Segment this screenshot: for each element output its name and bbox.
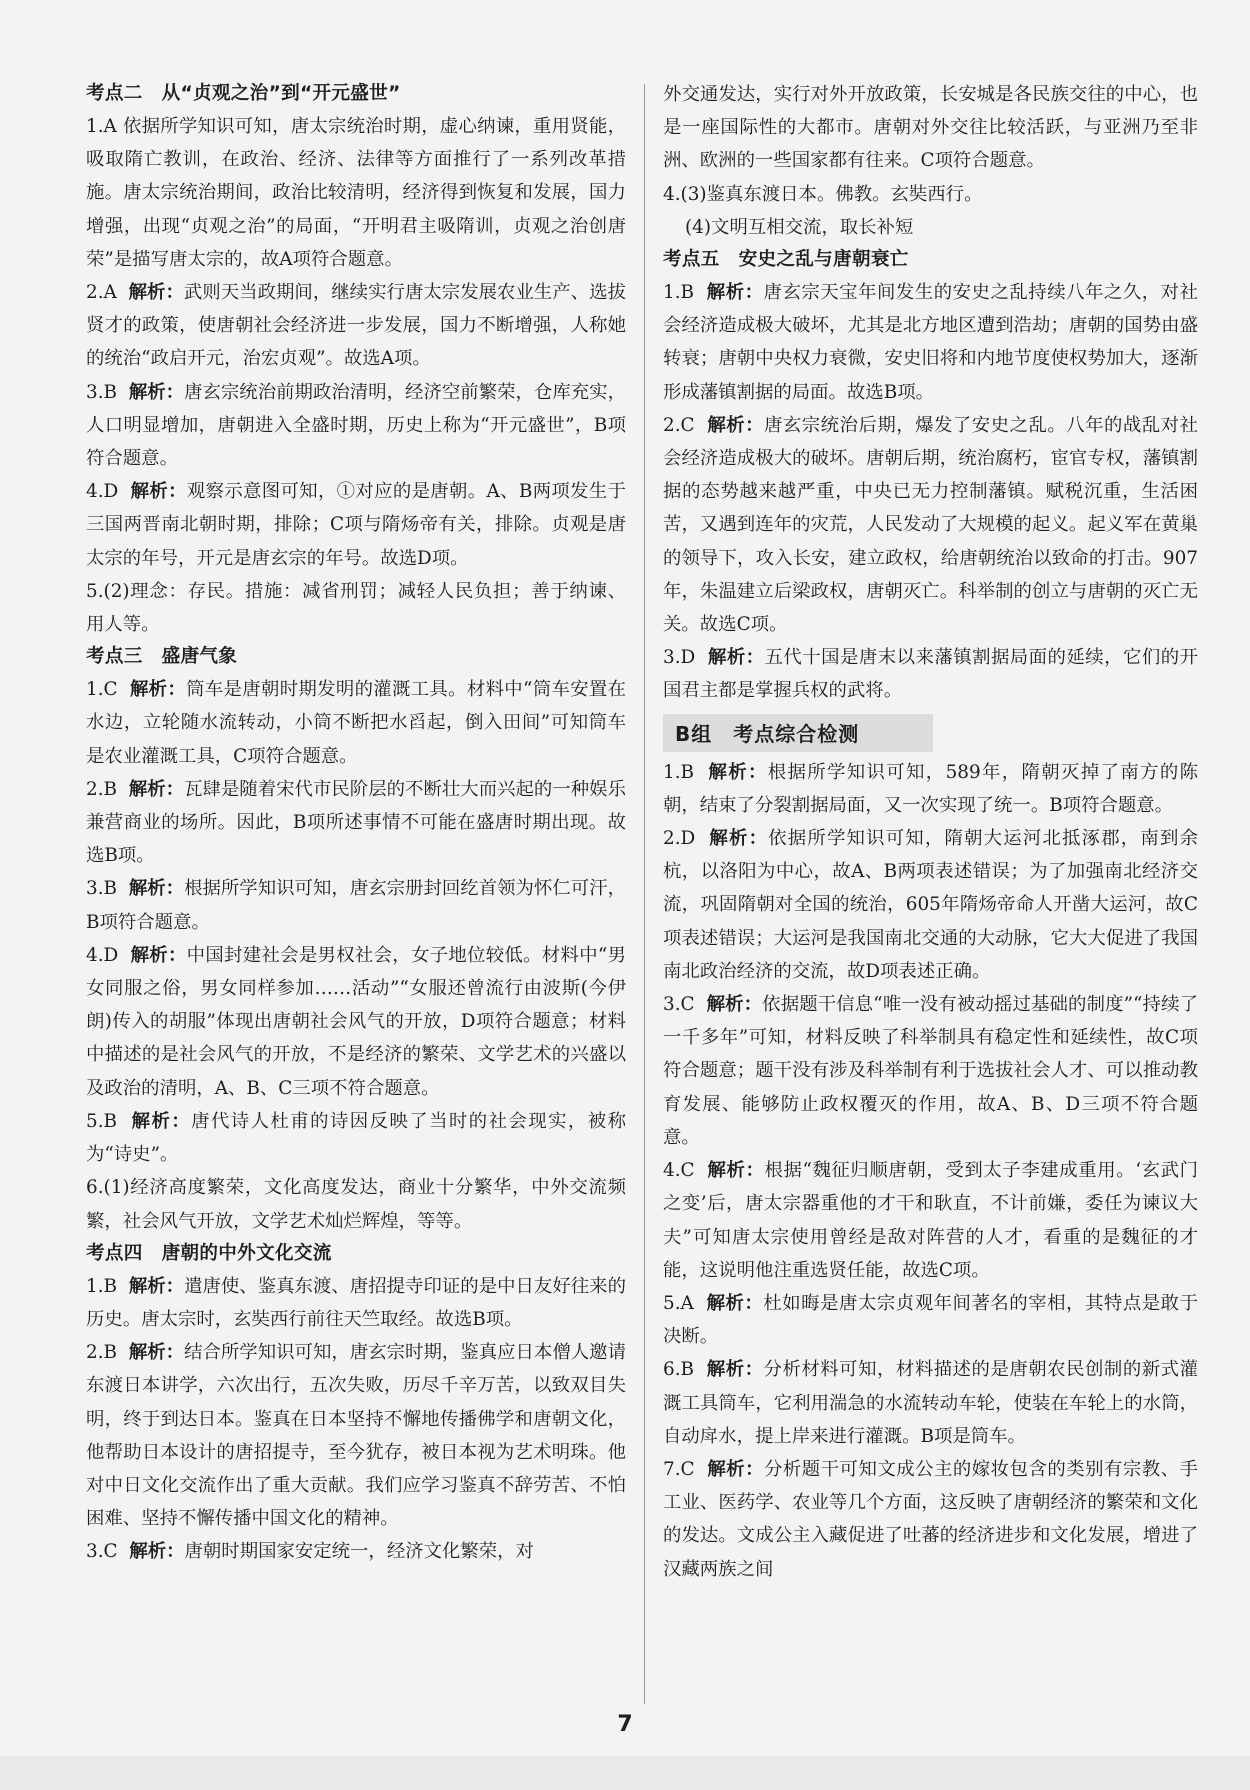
answer-label: 解析： <box>129 679 187 701</box>
answer-text: 根据“魏征归顺唐朝，受到太子李建成重用。‘玄武门之变’后，唐太宗器重他的才干和耿直，不计前嫌，委任为谏议大夫”可知唐太宗使用曾经是敌对阵营的人才，看重的是魏征的才能，这说明他注重选贤任能，故选C项。 <box>663 1160 1198 1281</box>
answer-text: 筒车是唐朝时期发明的灌溉工具。材料中“筒车安置在水边，立轮随水流转动，小筒不断把水舀起，倒入田间”可知筒车是农业灌溉工具，C项符合题意。 <box>86 679 626 767</box>
answer-text: 瓦肆是随着宋代市民阶层的不断壮大而兴起的一种娱乐兼营商业的场所。因此，B项所述事情不可能在盛唐时期出现。故选B项。 <box>86 778 626 867</box>
answer-label: 解析： <box>128 778 185 800</box>
answer-label: 解析： <box>129 1541 185 1563</box>
answer-label: 解析： <box>707 647 765 669</box>
answer-label: 解析： <box>707 1160 765 1182</box>
answer-item <box>86 1336 626 1535</box>
answer-item <box>663 988 1198 1154</box>
answer-item <box>86 1535 626 1568</box>
answer-label: 解析： <box>128 282 184 304</box>
answer-item <box>663 1287 1198 1353</box>
answer-text: 结合所学知识可知，唐玄宗时期，鉴真应日本僧人邀请东渡日本讲学，六次出行，五次失败，历尽千辛万苦，以致双目失明，终于到达日本。鉴真在日本坚持不懈地传播佛学和唐朝文化，他帮助日本设计的唐招提寺，至今犹存，被日本视为艺术明珠。他对中日文化交流作出了重大贡献。我们应学习鉴真不辞劳苦、不怕困难、坚持不懈传播中国文化的精神。 <box>86 1342 626 1530</box>
left-column <box>86 78 626 1569</box>
answer-item <box>663 822 1198 988</box>
answer-item <box>663 276 1198 409</box>
answer-item <box>86 1270 626 1336</box>
answer-item <box>663 211 1198 244</box>
answer-number: 3.B <box>86 878 118 900</box>
answer-label: 解析： <box>128 1342 185 1364</box>
answer-number: 2.B <box>86 1342 118 1364</box>
answer-text: 根据所学知识可知，589年，隋朝灭掉了南方的陈朝，结束了分裂割据局面，又一次实现了统一。B项符合题意。 <box>663 761 1198 816</box>
answer-text: 唐玄宗统治后期，爆发了安史之乱。八年的战乱对社会经济造成极大的破坏。唐朝后期，统治腐朽，宦官专权，藩镇割据的态势越来越严重，中央已无力控制藩镇。赋税沉重，生活困苦，又遇到连年的灾荒，人民发动了大规模的起义。起义军在黄巢的领导下，攻入长安，建立政权，给唐朝统治以致命的打击。907年，朱温建立后梁政权，唐朝灭亡。科举制的创立与唐朝的灭亡无关。故选C项。 <box>663 414 1198 636</box>
answer-number: 3.D <box>663 647 696 669</box>
section-title-kaodian-5: 考点五 安史之乱与唐朝衰亡 <box>663 249 909 271</box>
answer-label: 解析： <box>130 481 187 503</box>
answer-text: (2)理念：存民。措施：减省刑罚；减轻人民负担；善于纳谏、用人等。 <box>86 580 626 636</box>
answer-item <box>663 1154 1198 1287</box>
answer-item <box>663 409 1198 641</box>
answer-text: 分析材料可知，材料描述的是唐朝农民创制的新式灌溉工具筒车，它利用湍急的水流转动车轮，使装在车轮上的水筒，自动戽水，提上岸来进行灌溉。B项是筒车。 <box>663 1359 1198 1447</box>
answer-label: 解析： <box>709 828 769 850</box>
answer-text: 依据所学知识可知，唐太宗统治时期，虚心纳谏，重用贤能，吸取隋亡教训，在政治、经济、法律等方面推行了一系列改革措施。唐太宗统治期间，政治比较清明，经济得到恢复和发展，国力增强，出现“贞观之治”的局面，“开明君主吸隋训，贞观之治创唐荣”是描写唐太宗的，故A项符合题意。 <box>86 116 626 270</box>
answer-label: 解析： <box>706 1359 764 1381</box>
answer-number: 1.B <box>663 761 695 783</box>
answer-label: 解析： <box>708 761 768 783</box>
answer-number: 2.C <box>663 414 695 436</box>
group-b-heading: B组 考点综合检测 <box>663 714 933 752</box>
answer-label: 解析： <box>128 1275 185 1297</box>
answer-item <box>86 673 626 773</box>
answer-text: 五代十国是唐末以来藩镇割据局面的延续，它们的开国君主都是掌握兵权的武将。 <box>663 647 1198 702</box>
answer-number: 4.C <box>663 1160 695 1182</box>
answer-number: 4.D <box>86 481 119 503</box>
column-divider <box>644 84 645 1704</box>
answer-number: 4.D <box>86 944 119 966</box>
answer-item <box>86 872 626 938</box>
answer-text: 分析题干可知文成公主的嫁妆包含的类别有宗教、手工业、医药学、农业等几个方面，这反映了唐朝经济的繁荣和文化的发达。文成公主入藏促进了吐蕃的经济进步和文化发展，增进了汉藏两族之间 <box>663 1458 1198 1580</box>
answer-text: 唐朝时期国家安定统一，经济文化繁荣，对 <box>184 1541 534 1563</box>
section-title-kaodian-2: 考点二 从“贞观之治”到“开元盛世” <box>86 83 401 104</box>
answer-item <box>86 575 626 641</box>
answer-number: 5.A <box>663 1292 694 1314</box>
answer-item <box>86 475 626 575</box>
answer-text: 唐玄宗统治前期政治清明，经济空前繁荣，仓库充实，人口明显增加，唐朝进入全盛时期，历史上称为“开元盛世”，B项符合题意。 <box>86 381 626 470</box>
answer-number: 2.A <box>86 282 117 304</box>
answer-text: (4)文明互相交流，取长补短 <box>685 216 914 238</box>
answer-label: 解析： <box>706 1292 764 1314</box>
answer-number: 1.B <box>663 282 695 304</box>
answer-label: 解析： <box>707 414 764 436</box>
answer-text: 依据题干信息“唯一没有被动摇过基础的制度”“持续了一千多年”可知，材料反映了科举制具有稳定性和延续性，故C项符合题意；题干没有涉及科举制有利于选拔社会人才、可以推动教育发展、能够防止政权覆灭的作用，故A、B、D三项不符合题意。 <box>663 994 1198 1148</box>
answer-text: 唐代诗人杜甫的诗因反映了当时的社会现实，被称为“诗史”。 <box>86 1110 626 1166</box>
scan-bottom-band <box>0 1756 1250 1790</box>
page-number: 7 <box>617 1712 633 1737</box>
answer-number: 3.B <box>86 381 118 403</box>
answer-text: 唐玄宗天宝年间发生的安史之乱持续八年之久，对社会经济造成极大破坏，尤其是北方地区遭到浩劫；唐朝的国势由盛转衰；唐朝中央权力衰微，安史旧将和内地节度使权势加大，逐渐形成藩镇割据的局面。故选B项。 <box>663 282 1198 403</box>
answer-label: 解析： <box>706 994 763 1016</box>
section-title-kaodian-3: 考点三 盛唐气象 <box>86 646 238 668</box>
answer-item <box>86 110 626 276</box>
answer-number: 5.B <box>86 1110 118 1132</box>
answer-text: 武则天当政期间，继续实行唐太宗发展农业生产、选拔贤才的政策，使唐朝社会经济进一步发展，国力不断增强，人称她的统治“政启开元，治宏贞观”。故选A项。 <box>86 282 626 370</box>
answer-item <box>86 1105 626 1171</box>
answer-number: 3.C <box>86 1541 118 1563</box>
answer-item <box>663 756 1198 822</box>
answer-label: 解析： <box>706 282 764 304</box>
answer-label: 解析： <box>707 1458 764 1480</box>
answer-number: 4. <box>663 183 681 205</box>
answer-label: 解析： <box>130 944 187 966</box>
answer-item <box>86 939 626 1105</box>
right-column <box>663 78 1198 1586</box>
answer-item <box>663 1353 1198 1453</box>
answer-text: 遣唐使、鉴真东渡、唐招提寺印证的是中日友好往来的历史。唐太宗时，玄奘西行前往天竺取经。故选B项。 <box>86 1275 626 1330</box>
continuation-text: 外交通发达，实行对外开放政策，长安城是各民族交往的中心，也是一座国际性的大都市。唐朝对外交往比较活跃，与亚洲乃至非洲、欧洲的一些国家都有往来。C项符合题意。 <box>663 84 1198 172</box>
answer-label: 解析： <box>131 1110 192 1132</box>
answer-number: 5. <box>86 580 104 602</box>
answer-text: 观察示意图可知，①对应的是唐朝。A、B两项发生于三国两晋南北朝时期，排除；C项与隋炀帝有关，排除。贞观是唐太宗的年号，开元是唐玄宗的年号。故选D项。 <box>86 481 626 569</box>
answer-number: 3.C <box>663 994 695 1016</box>
answer-number: 6. <box>86 1177 104 1199</box>
answer-number: 6.B <box>663 1359 695 1381</box>
answer-label: 解析： <box>128 381 185 403</box>
answer-number: 2.B <box>86 778 118 800</box>
answer-number: 1.A <box>86 116 117 137</box>
answer-text: (1)经济高度繁荣，文化高度发达，商业十分繁华，中外交流频繁，社会风气开放，文学艺术灿烂辉煌，等等。 <box>86 1177 626 1232</box>
answer-item <box>86 276 626 376</box>
answer-text: (3)鉴真东渡日本。佛教。玄奘西行。 <box>680 183 983 205</box>
answer-item <box>663 1453 1198 1586</box>
answer-text: 依据所学知识可知，隋朝大运河北抵涿郡，南到余杭，以洛阳为中心，故A、B两项表述错误；为了加强南北经济交流，巩固隋朝对全国的统治，605年隋炀帝命人开凿大运河，故C项表述错误；大运河是我国南北交通的大动脉，它大大促进了我国南北政治经济的交流，故D项表述正确。 <box>663 828 1198 982</box>
section-title-kaodian-4: 考点四 唐朝的中外文化交流 <box>86 1242 332 1264</box>
answer-number: 2.D <box>663 828 696 850</box>
answer-item <box>86 1171 626 1237</box>
answer-text: 杜如晦是唐太宗贞观年间著名的宰相，其特点是敢于决断。 <box>663 1292 1198 1348</box>
answer-item <box>663 641 1198 707</box>
answer-number: 1.C <box>86 679 118 701</box>
answer-item <box>86 376 626 476</box>
answer-item <box>663 178 1198 211</box>
answer-label: 解析： <box>128 878 185 900</box>
answer-item <box>86 773 626 873</box>
answer-text: 根据所学知识可知，唐玄宗册封回纥首领为怀仁可汗，B项符合题意。 <box>86 878 626 933</box>
answer-text: 中国封建社会是男权社会，女子地位较低。材料中“男女同服之俗，男女同样参加……活动”“女服还曾流行由波斯(今伊朗)传入的胡服”体现出唐朝社会风气的开放，D项符合题意；材料中描述的是社会风气的开放，不是经济的繁荣、文学艺术的兴盛以及政治的清明，A、B、C三项不符合题意。 <box>86 944 626 1099</box>
answer-number: 7.C <box>663 1458 695 1480</box>
answer-number: 1.B <box>86 1275 118 1297</box>
